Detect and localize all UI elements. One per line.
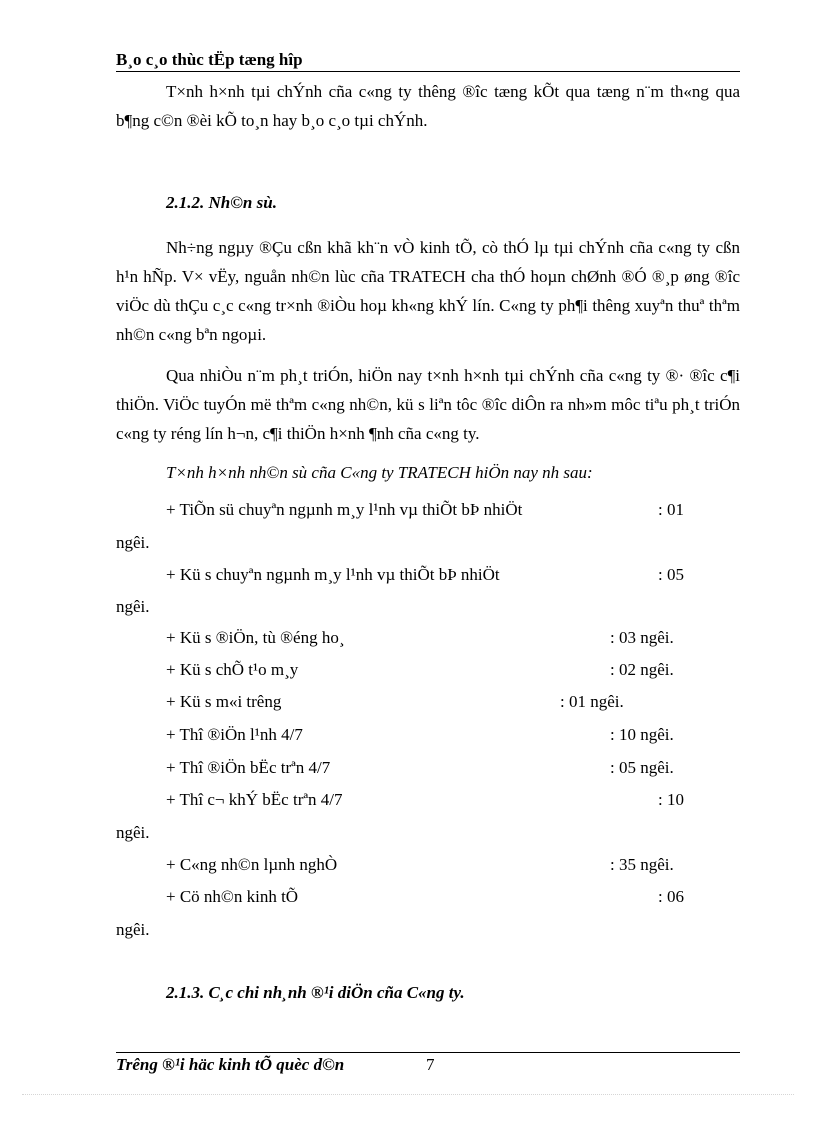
staff-item-label: + Thî c¬ khÝ bËc trªn 4/7 [166,790,343,809]
section-heading-2-1-3: 2.1.3. C¸c chi nh¸nh ®¹i diÖn cña C«ng ty. [166,983,465,1002]
footer-divider [116,1052,740,1053]
staff-item-continuation: ngêi. [116,920,150,939]
paragraph-early-difficulties [116,233,740,349]
staff-item-value: : 01 ngêi. [560,692,624,711]
staff-item-value: : 35 ngêi. [610,855,674,874]
staff-item-continuation: ngêi. [116,823,150,842]
staff-item-value: : 05 ngêi. [610,758,674,777]
paragraph-text: Nh÷ng ngµy ®Çu cßn khã kh¨n vÒ kinh tÕ, cò thÓ lµ tµi chÝnh cña c«ng ty cßn h¹n hÑp. V× vËy, nguån nh©n lùc cña TRATECH cha thÓ hoµn chØnh ®Ó ®¸p øng ®îc viÖc dù thÇu c¸c c«ng tr×nh ®iÒu hoµ kh«ng khÝ lín. C«ng ty ph¶i thêng xuyªn thuª thªm nh©n c«ng bªn ngoµi. [116,238,740,344]
staff-item-value: : 10 [658,790,684,809]
staff-item-value: : 05 [658,565,684,584]
paragraph-development [116,361,740,448]
staff-item-value: : 01 [658,500,684,519]
staff-item-label: + TiÕn sü chuyªn ngµnh m¸y l¹nh vµ thiÕt bÞ nhiÖt [166,500,523,519]
staff-item-continuation: ngêi. [116,533,150,552]
staff-item-label: + Cö nh©n kinh tÕ [166,887,299,906]
page-bottom-border [22,1094,794,1095]
staff-item-value: : 06 [658,887,684,906]
page-header-title: B¸o c¸o thùc tËp tæng hîp [116,50,303,69]
staff-item-label: + Kü s chÕ t¹o m¸y [166,660,299,679]
staff-item-value: : 10 ngêi. [610,725,674,744]
staff-item-value: : 03 ngêi. [610,628,674,647]
staff-item-label: + Thî ®iÖn bËc trªn 4/7 [166,758,331,777]
staff-item-label: + Thî ®iÖn l¹nh 4/7 [166,725,303,744]
staff-item-label: + Kü s ®iÖn, tù ®éng ho¸ [166,628,345,647]
staff-item-label: + Kü s chuyªn ngµnh m¸y l¹nh vµ thiÕt bÞ nhiÖt [166,565,500,584]
staff-item-value: : 02 ngêi. [610,660,674,679]
page-number: 7 [426,1055,435,1074]
paragraph-financial-summary [116,77,740,135]
footer-institution: Trêng ®¹i häc kinh tÕ quèc d©n [116,1055,345,1074]
staff-item-label: + C«ng nh©n lµnh nghÒ [166,855,338,874]
staff-item-label: + Kü s m«i trêng [166,692,282,711]
section-heading-2-1-2: 2.1.2. Nh©n sù. [166,193,277,212]
paragraph-text: Qua nhiÒu n¨m ph¸t triÓn, hiÖn nay t×nh h×nh tµi chÝnh cña c«ng ty ®· ®îc c¶i thiÖn. ViÖc tuyÓn më thªm c«ng nh©n, kü s liªn tôc ®îc diÔn ra nh»m môc tiªu ph¸t triÓn c«ng ty réng lín h¬n, c¶i thiÖn h×nh ¶nh cña c«ng ty. [116,366,740,443]
header-divider [116,71,740,72]
staff-intro: T×nh h×nh nh©n sù cña C«ng ty TRATECH hiÖn nay nh sau: [166,463,593,482]
staff-item-continuation: ngêi. [116,597,150,616]
paragraph-text: T×nh h×nh tµi chÝnh cña c«ng ty thêng ®îc tæng kÕt qua tæng n¨m th«ng qua b¶ng c©n ®èi kÕ to¸n hay b¸o c¸o tµi chÝnh. [116,82,740,130]
